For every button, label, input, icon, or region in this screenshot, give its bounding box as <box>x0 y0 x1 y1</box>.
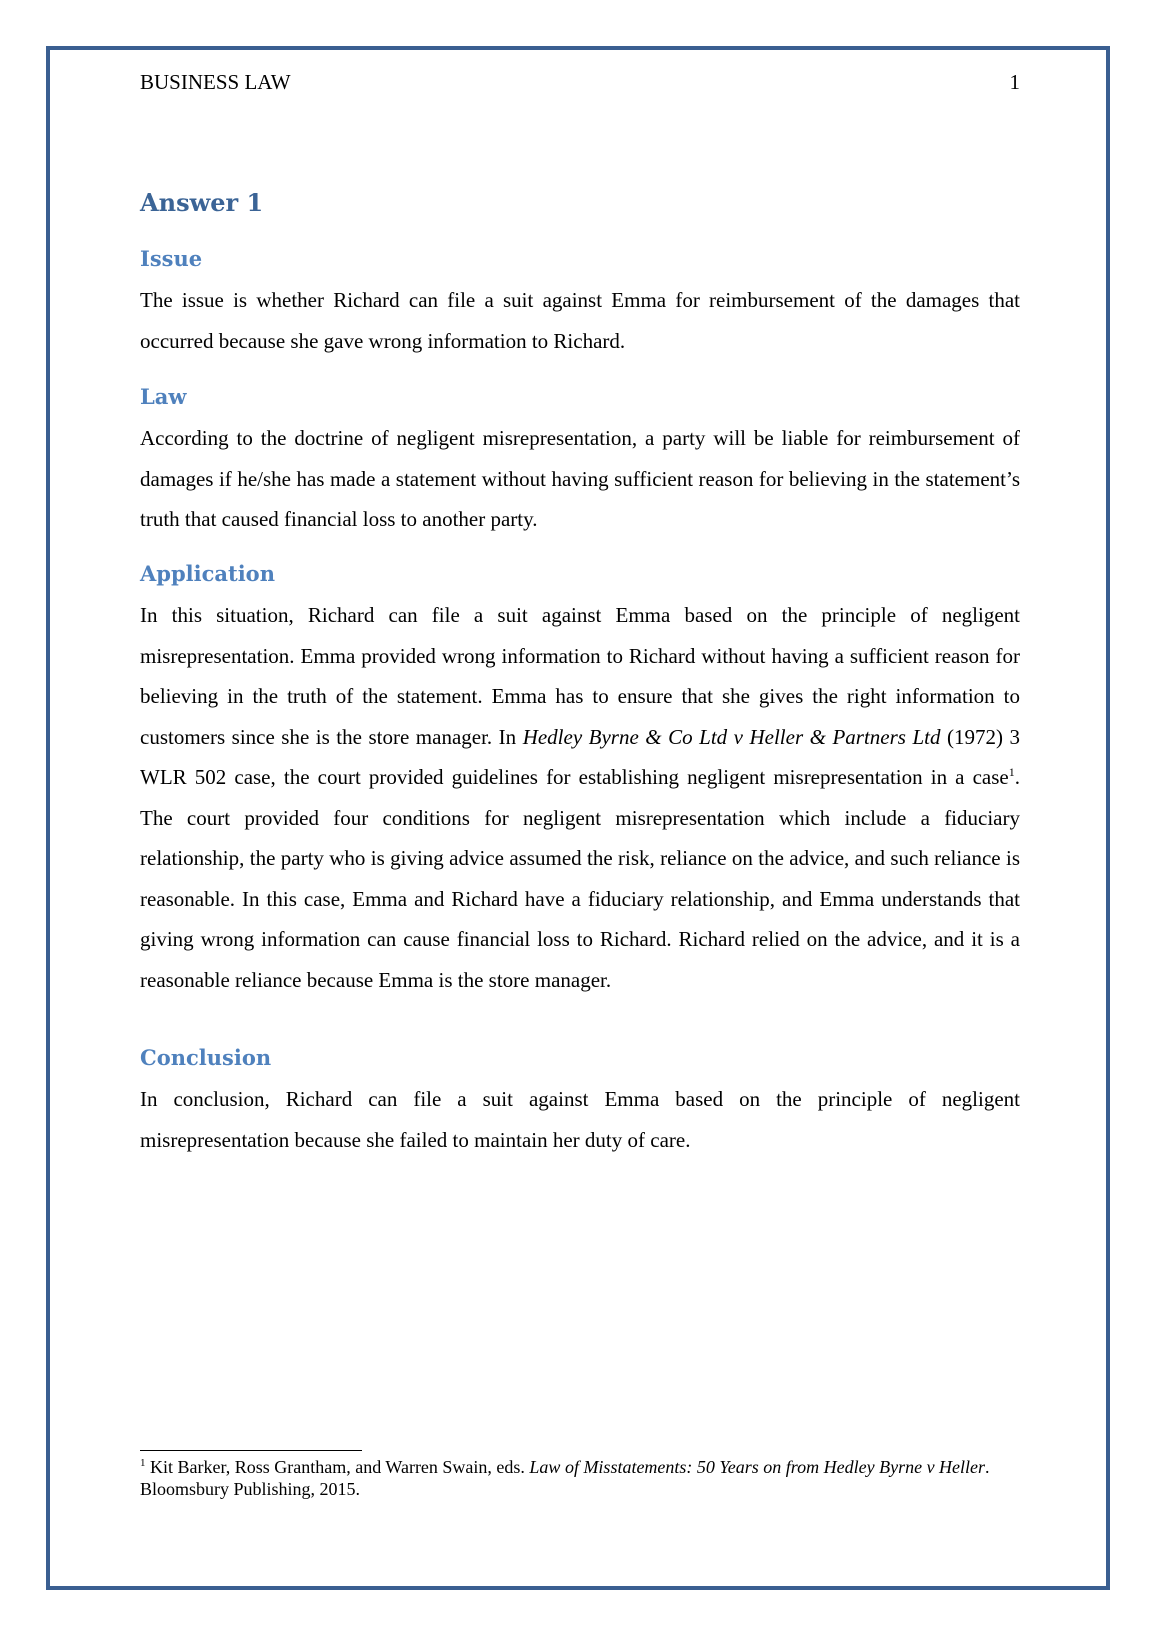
footnote-authors: Kit Barker, Ross Grantham, and Warren Swain, eds. <box>145 1457 530 1477</box>
header-title: BUSINESS LAW <box>140 70 291 94</box>
footnote-book-title: Law of Misstatements: 50 Years on from Hedley Byrne v Heller <box>529 1457 986 1477</box>
footnote <box>140 1456 1020 1500</box>
issue-heading: Issue <box>140 246 203 271</box>
law-paragraph: According to the doctrine of negligent misrepresentation, a party will be liable for reimbursement of damages if he/she has made a statement without having sufficient reason for believing in the statement’s truth that caused financial loss to another party. <box>140 426 1020 531</box>
application-text-part-1: In this situation, Richard can file a suit against Emma based on the principle of negligent misrepresentation. Emma provided wrong information to Richard without having a sufficient reason for believing in the truth of the statement. Emma has to ensure that she gives the right information to customers since she is the store manager. In <box>140 603 1020 749</box>
footnote-number: 1 <box>140 1457 146 1469</box>
application-paragraph <box>140 595 1020 1000</box>
application-text-part-3: . The court provided four conditions for negligent misrepresentation which include a fiduciary relationship, the party who is giving advice assumed the risk, reliance on the advice, and such reliance is reasonable. In this case, Emma and Richard have a fiduciary relationship, and Emma understands that giving wrong information can cause financial loss to Richard. Richard relied on the advice, and it is a reasonable reliance because Emma is the store manager. <box>140 765 1020 992</box>
issue-paragraph: The issue is whether Richard can file a suit against Emma for reimbursement of the damages that occurred because she gave wrong information to Richard. <box>140 288 1020 353</box>
conclusion-heading: Conclusion <box>140 1045 272 1070</box>
case-name: Hedley Byrne & Co Ltd v Heller & Partners Ltd <box>522 724 941 749</box>
page-number: 1 <box>1009 70 1020 94</box>
application-text-part-2: (1972) 3 WLR 502 case, the court provided guidelines for establishing negligent misrepresentation in a case <box>140 724 1020 789</box>
answer-heading: Answer 1 <box>140 188 264 217</box>
law-heading: Law <box>140 384 187 409</box>
running-header <box>140 70 1020 95</box>
footnote-publisher: . Bloomsbury Publishing, 2015. <box>140 1457 990 1499</box>
footnote-separator <box>140 1450 362 1451</box>
application-heading: Application <box>140 561 275 586</box>
conclusion-paragraph: In conclusion, Richard can file a suit against Emma based on the principle of negligent misrepresentation because she failed to maintain her duty of care. <box>140 1087 1020 1152</box>
footnote-reference[interactable]: 1 <box>1008 765 1015 779</box>
